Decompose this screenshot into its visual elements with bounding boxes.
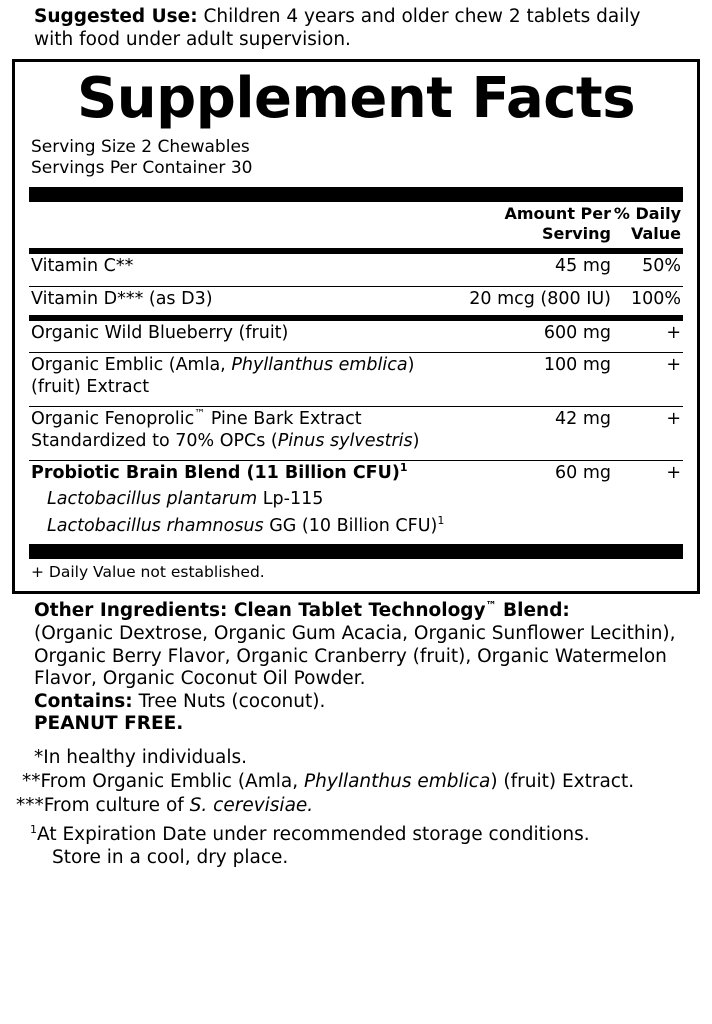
servings-per-container: Servings Per Container 30 (31, 158, 253, 179)
suggested-use-label: Suggested Use: (34, 6, 198, 27)
row-amount: 20 mcg (800 IU) (469, 288, 611, 309)
table-subrow (29, 487, 683, 513)
footnote-double-asterisk (16, 770, 696, 793)
footnote-triple-asterisk (16, 794, 696, 817)
table-subrow (29, 514, 683, 540)
other-ingredients-label: Other Ingredients: Clean Tablet Technology™ Blend: (34, 599, 570, 622)
rule-thick-bottom (29, 544, 683, 559)
row-name: Vitamin D*** (as D3) (31, 288, 213, 309)
footnotes-block (10, 736, 702, 870)
contains-label: Contains: (34, 690, 133, 712)
footnote-3-italic: S. cerevisiae. (189, 795, 314, 817)
row-dv: + (666, 462, 681, 483)
table-row (29, 286, 683, 313)
serving-size: Serving Size 2 Chewables (31, 136, 250, 157)
footnote-asterisk: *In healthy individuals. (34, 746, 248, 768)
rule-thick-top (29, 187, 683, 202)
row-amount: 100 mg (543, 355, 611, 376)
suggested-use-block (10, 0, 702, 57)
footnote-one-line2: Store in a cool, dry place. (52, 847, 289, 869)
row-name: Probiotic Brain Blend (11 Billion CFU)$^1$ (31, 461, 408, 483)
table-row (29, 407, 683, 455)
header-blank (29, 202, 441, 246)
table-row (29, 353, 683, 401)
footnote-3-pre: ***From culture of (16, 795, 190, 817)
other-ingredients (34, 600, 696, 690)
row-dv: + (666, 323, 681, 344)
nutrition-table (29, 202, 683, 246)
row-dv: + (666, 355, 681, 376)
header-amount-line1: Amount Per (504, 204, 611, 224)
row-amount: 600 mg (543, 323, 611, 344)
row-dv: 100% (630, 288, 681, 309)
botanical-rows (29, 321, 683, 540)
row-name: Organic Wild Blueberry (fruit) (31, 323, 289, 344)
table-header-row (29, 202, 683, 246)
other-ingredients-text: (Organic Dextrose, Organic Gum Acacia, Organic Sunflower Lecithin), Organic Berry Flavor, Organic Cranberry (fruit), Organic Watermelon Flavor, Organic Coconut Oil Powder. (34, 623, 676, 690)
row-dv: 50% (642, 256, 681, 277)
contains-line (34, 691, 696, 714)
table-row (29, 460, 683, 487)
daily-value-footnote: + Daily Value not established. (31, 562, 265, 581)
row-name: Organic Fenoprolic™ Pine Bark Extract Standardized to 70% OPCs (Pinus sylvestris) (31, 407, 420, 451)
sub-item: Lactobacillus rhamnosus GG (10 Billion CFU)$^1$ (47, 513, 445, 536)
footnote-one: $^1$At Expiration Date under recommended storage conditions. Store in a cool, dry place. (16, 823, 696, 869)
row-amount: 60 mg (555, 462, 611, 483)
header-daily-value (611, 202, 683, 246)
header-dv-line2: Value (630, 223, 681, 243)
footnote-2-post: ) (fruit) Extract. (490, 770, 635, 792)
row-amount: 45 mg (555, 256, 611, 277)
supplement-facts-panel (12, 59, 700, 594)
header-amount-per-serving (441, 202, 611, 246)
suggested-use-text: Children 4 years and older chew 2 tablets daily with food under adult supervision. (34, 6, 641, 50)
peanut-free: PEANUT FREE. (34, 713, 184, 735)
row-name: Vitamin C** (31, 256, 134, 277)
sub-item: Lactobacillus plantarum Lp-115 (47, 489, 324, 510)
contains-text: Tree Nuts (coconut). (132, 690, 326, 712)
panel-title: Supplement Facts (76, 66, 636, 132)
header-amount-line2: Serving (541, 223, 611, 243)
table-row (29, 254, 683, 280)
row-name: Organic Emblic (Amla, Phyllanthus emblica) (fruit) Extract (31, 355, 415, 397)
header-dv-line1: % Daily (613, 204, 681, 224)
footnote-2-pre: **From Organic Emblic (Amla, (22, 770, 304, 792)
below-panel-block (10, 594, 702, 735)
table-row (29, 321, 683, 347)
nutrient-rows (29, 254, 683, 313)
footnote-2-italic: Phyllanthus emblica (303, 770, 491, 792)
row-amount: 42 mg (555, 409, 611, 430)
row-dv: + (666, 409, 681, 430)
